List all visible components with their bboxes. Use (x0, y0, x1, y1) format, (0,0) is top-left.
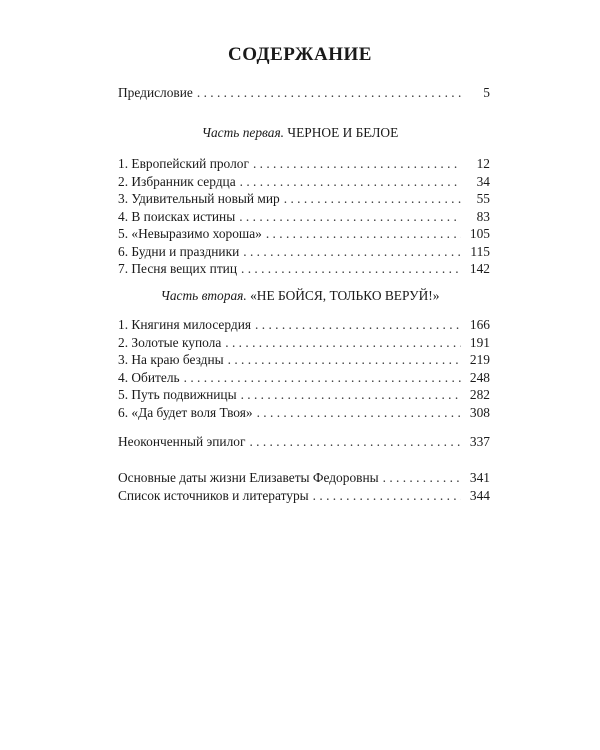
toc-entry-title: 3. На краю бездны (118, 352, 224, 367)
toc-entry (118, 433, 490, 451)
part2-prefix: Часть вторая. (160, 288, 247, 303)
dot-leader (239, 208, 461, 226)
toc-entry-page: 142 (469, 261, 490, 276)
toc-entry-title: 6. Будни и праздники (118, 243, 240, 259)
dot-leader (243, 243, 461, 261)
dot-leader (284, 190, 461, 208)
dot-leader (228, 351, 461, 369)
toc-entry (118, 225, 490, 243)
toc-entry-title: Неоконченный эпилог (118, 434, 246, 449)
toc-entry-title: 6. «Да будет воля Твоя» (118, 404, 253, 420)
toc-entry (118, 173, 490, 191)
toc-entry-page: 337 (469, 434, 490, 449)
toc-entry-title: 1. Европейский пролог (118, 156, 249, 171)
toc-entry (118, 260, 490, 278)
toc-entry-title: 5. «Невыразимо хороша» (118, 226, 262, 241)
toc-entry (118, 208, 490, 226)
toc-entry-title: 1. Княгиня милосердия (118, 317, 252, 332)
toc-part2 (118, 316, 490, 421)
toc-entry-page: 344 (469, 487, 490, 503)
part2-name: «НЕ БОЙСЯ, ТОЛЬКО ВЕРУЙ!» (250, 288, 440, 303)
toc-entry-page: 248 (469, 369, 490, 385)
dot-leader (253, 155, 461, 173)
toc-epilogue (118, 433, 490, 451)
dot-leader (241, 260, 461, 278)
toc-appendix (118, 469, 490, 504)
toc-entry-title: 4. В поисках истины (118, 208, 236, 224)
part1-heading (0, 125, 600, 141)
toc-entry-page: 166 (469, 317, 490, 332)
toc-entry-title: Основные даты жизни Елизаветы Федоровны (118, 470, 379, 485)
toc-entry-title: 7. Песня вещих птиц (118, 261, 238, 276)
toc-part1 (118, 155, 490, 278)
toc-entry-title: 2. Избранник сердца (118, 173, 236, 189)
toc-entry-page: 55 (476, 191, 490, 206)
part1-name: ЧЕРНОЕ И БЕЛОЕ (287, 125, 399, 140)
toc-entry-page: 282 (469, 387, 490, 402)
dot-leader (383, 469, 461, 487)
toc-entry-page: 34 (476, 173, 490, 189)
toc-entry (118, 369, 490, 387)
toc-entry-page: 5 (483, 85, 490, 100)
toc-entry-page: 105 (469, 226, 490, 241)
toc-entry-page: 308 (469, 404, 490, 420)
toc-entry (118, 190, 490, 208)
toc-entry-title: 5. Путь подвижницы (118, 387, 237, 402)
toc-entry (118, 84, 490, 102)
dot-leader (257, 404, 461, 422)
toc-entry-page: 83 (476, 208, 490, 224)
dot-leader (241, 386, 461, 404)
dot-leader (197, 84, 461, 102)
part1-prefix: Часть первая. (201, 125, 285, 140)
toc-entry-title: 2. Золотые купола (118, 334, 222, 350)
toc-entry (118, 404, 490, 422)
toc-preface (118, 84, 490, 102)
toc-entry (118, 316, 490, 334)
toc-entry-page: 191 (469, 334, 490, 350)
toc-entry (118, 386, 490, 404)
dot-leader (249, 433, 461, 451)
toc-entry (118, 469, 490, 487)
page-title: СОДЕРЖАНИЕ (228, 44, 372, 65)
toc-entry (118, 487, 490, 505)
part2-heading (0, 288, 600, 304)
toc-entry (118, 155, 490, 173)
toc-entry-title: 3. Удивительный новый мир (118, 191, 280, 206)
toc-entry-page: 12 (476, 156, 490, 171)
toc-entry-title: 4. Обитель (118, 369, 180, 385)
toc-entry-page: 219 (469, 352, 490, 367)
toc-entry (118, 243, 490, 261)
dot-leader (240, 173, 461, 191)
dot-leader (266, 225, 461, 243)
toc-entry-page: 341 (469, 470, 490, 485)
dot-leader (225, 334, 461, 352)
toc-entry-title: Предисловие (118, 85, 193, 100)
toc-entry-page: 115 (470, 243, 490, 259)
toc-entry-title: Список источников и литературы (118, 487, 309, 503)
toc-entry (118, 334, 490, 352)
dot-leader (313, 487, 461, 505)
dot-leader (184, 369, 461, 387)
toc-entry (118, 351, 490, 369)
dot-leader (255, 316, 461, 334)
